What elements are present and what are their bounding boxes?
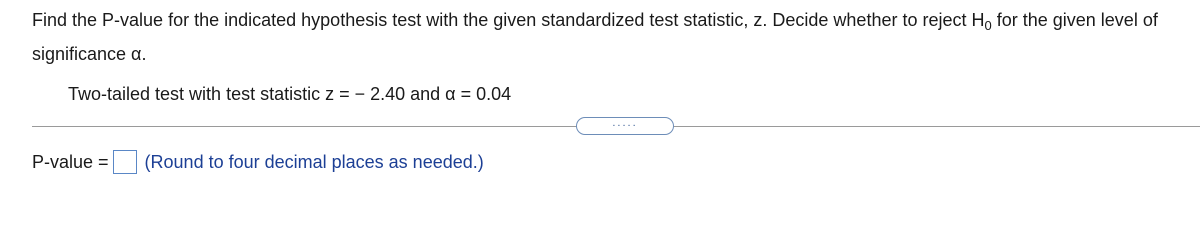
question-text-part-2: for the given level of significance α. — [32, 10, 1158, 64]
p-value-input[interactable] — [113, 150, 137, 174]
answer-row — [32, 148, 484, 176]
divider-line-right — [674, 126, 1200, 127]
rounding-hint: (Round to four decimal places as needed.) — [144, 151, 484, 172]
question-text-part-1: Find the P-value for the indicated hypothesis test with the given standardized test statistic, z. Decide whether to reject H — [32, 10, 985, 30]
h-subscript: 0 — [984, 18, 992, 33]
divider-line-left — [32, 126, 578, 127]
p-value-label: P-value = — [32, 151, 109, 172]
question-text — [32, 4, 1192, 70]
show-more-button[interactable] — [576, 117, 674, 135]
given-statement: Two-tailed test with test statistic z = − 2.40 and α = 0.04 — [68, 84, 512, 104]
ellipsis-icon: ..... — [612, 116, 638, 129]
